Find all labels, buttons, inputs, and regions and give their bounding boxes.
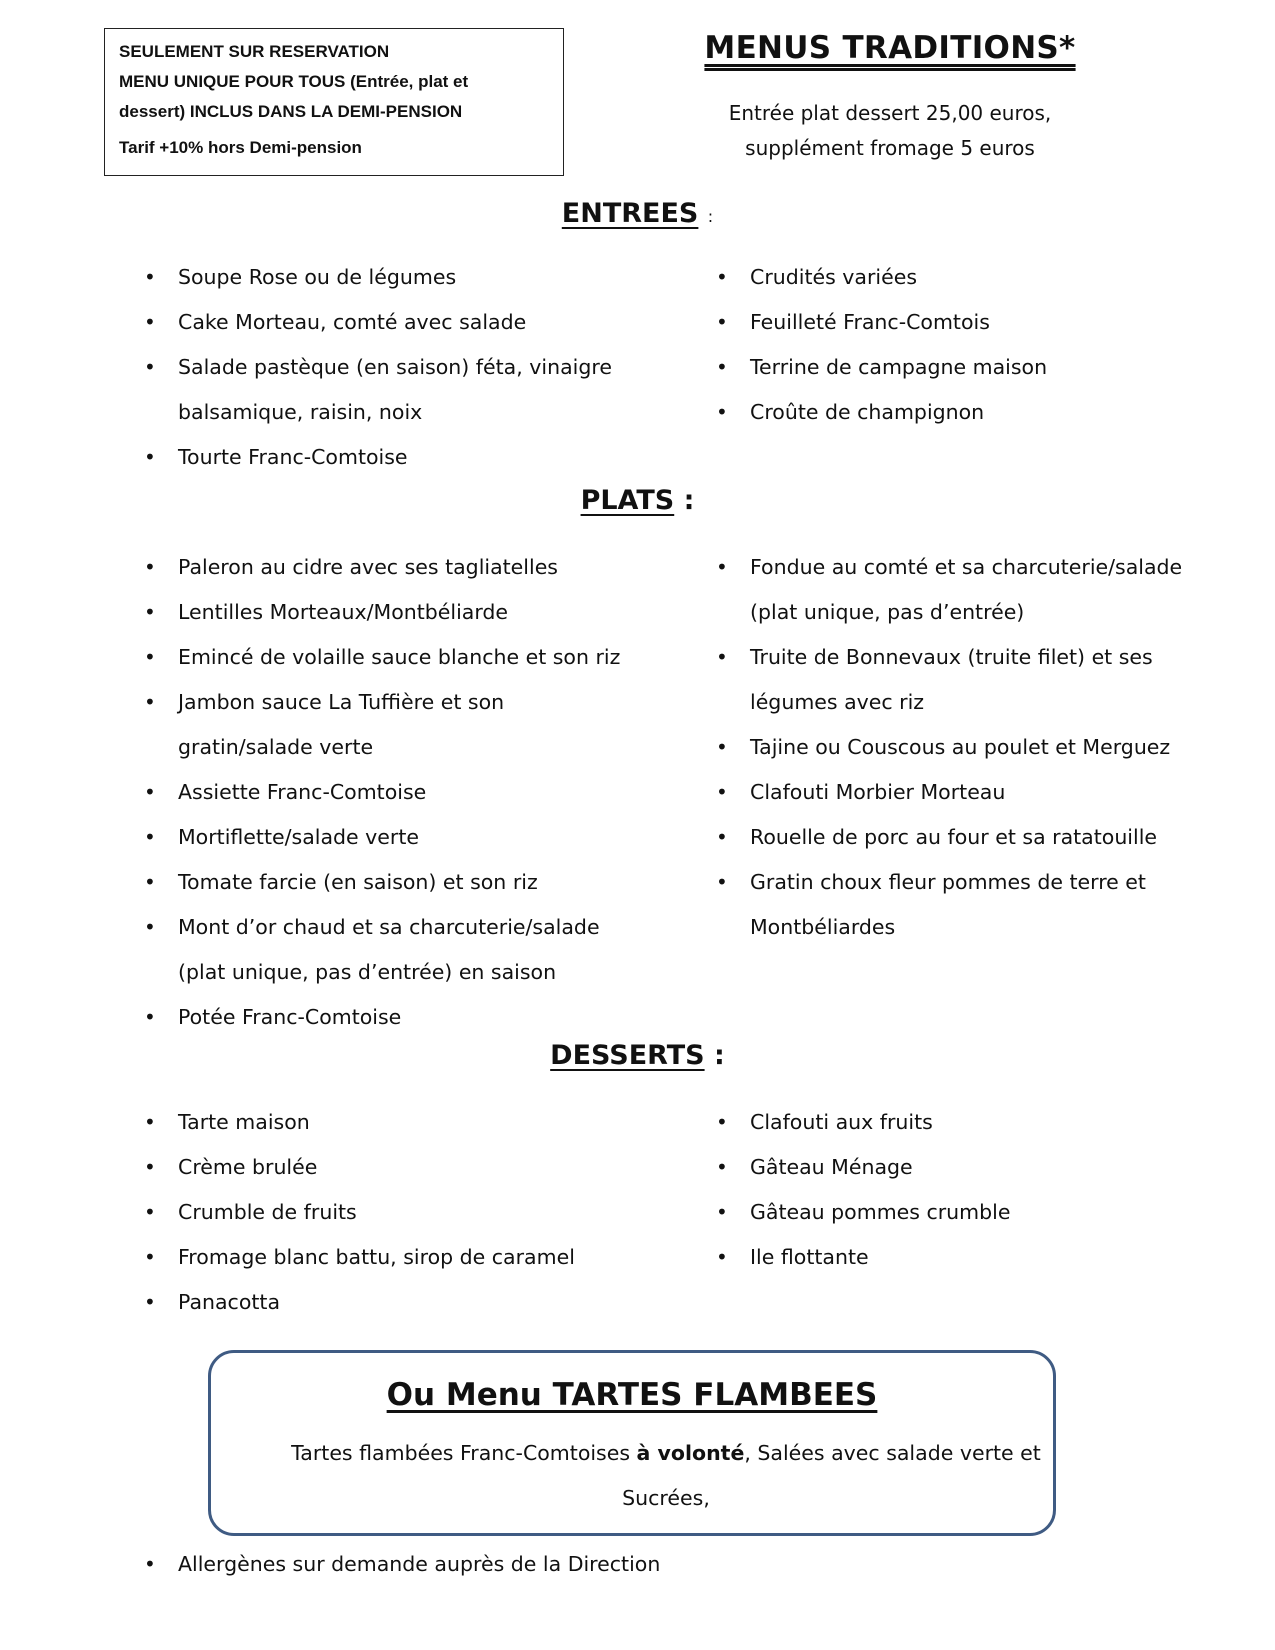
desserts-left-list (144, 1100, 614, 1325)
list-item: • Jambon sauce La Tuffière et son gratin/salade verte (144, 680, 614, 770)
list-item: • Tourte Franc-Comtoise (144, 435, 614, 480)
plats-heading (0, 485, 1275, 516)
list-item: • Mont d’or chaud et sa charcuterie/salade (plat unique, pas d’entrée) en saison (144, 905, 614, 995)
plats-heading-label: PLATS (580, 485, 675, 516)
list-item: • Tajine ou Couscous au poulet et Merguez (716, 725, 1196, 770)
footer-list (144, 1542, 660, 1587)
page-title: MENUS TRADITIONS* (704, 30, 1076, 66)
list-item: • Rouelle de porc au four et sa ratatouille (716, 815, 1196, 860)
tartes-flambees-text-2: , Salées avec salade verte et Sucrées, (622, 1441, 1041, 1510)
list-item: • Crumble de fruits (144, 1190, 614, 1235)
allergens-note: • Allergènes sur demande auprès de la Direction (144, 1542, 660, 1587)
tartes-flambees-volonte: à volonté (636, 1441, 745, 1465)
plats-heading-colon: : (683, 485, 695, 516)
reservation-line: SEULEMENT SUR RESERVATION (119, 42, 390, 61)
tartes-flambees-description (291, 1431, 1041, 1521)
list-item: • Terrine de campagne maison (716, 345, 1196, 390)
list-item: • Lentilles Morteaux/Montbéliarde (144, 590, 614, 635)
entrees-heading-label: ENTREES (561, 198, 699, 229)
demi-pension-line: dessert) INCLUS DANS LA DEMI-PENSION (119, 102, 463, 121)
list-item: • Mortiflette/salade verte (144, 815, 614, 860)
list-item: • Gratin choux fleur pommes de terre et Montbéliardes (716, 860, 1196, 950)
list-item: • Clafouti Morbier Morteau (716, 770, 1196, 815)
list-item: • Salade pastèque (en saison) féta, vinaigre balsamique, raisin, noix (144, 345, 614, 435)
entrees-right-list (716, 255, 1196, 435)
tartes-flambees-title: Ou Menu TARTES FLAMBEES (386, 1377, 878, 1413)
desserts-heading (0, 1040, 1275, 1071)
entrees-heading (0, 198, 1275, 229)
menu-unique-line: MENU UNIQUE POUR TOUS (Entrée, plat et (119, 72, 469, 91)
tarif-line: Tarif +10% hors Demi-pension (119, 138, 362, 157)
plats-left-list (144, 545, 621, 1040)
list-item: • Assiette Franc-Comtoise (144, 770, 614, 815)
list-item: • Feuilleté Franc-Comtois (716, 300, 1196, 345)
desserts-heading-label: DESSERTS (550, 1040, 705, 1071)
tartes-flambees-box (208, 1350, 1056, 1536)
list-item: • Gâteau Ménage (716, 1145, 1196, 1190)
list-item: • Potée Franc-Comtoise (144, 995, 614, 1040)
price-line-2: supplément fromage 5 euros (745, 136, 1035, 160)
price-info (590, 96, 1190, 166)
list-item: • Clafouti aux fruits (716, 1100, 1196, 1145)
list-item: • Croûte de champignon (716, 390, 1196, 435)
list-item: • Fondue au comté et sa charcuterie/salade (plat unique, pas d’entrée) (716, 545, 1196, 635)
price-line-1: Entrée plat dessert 25,00 euros, (728, 101, 1052, 125)
plats-right-list (716, 545, 1196, 950)
list-item: • Panacotta (144, 1280, 614, 1325)
list-item: • Gâteau pommes crumble (716, 1190, 1196, 1235)
list-item: • Tarte maison (144, 1100, 614, 1145)
list-item: • Crudités variées (716, 255, 1196, 300)
list-item: • Crème brulée (144, 1145, 614, 1190)
list-item: • Paleron au cidre avec ses tagliatelles (144, 545, 614, 590)
list-item: • Soupe Rose ou de légumes (144, 255, 614, 300)
entrees-heading-colon: : (707, 207, 714, 226)
tartes-flambees-text-1: Tartes flambées Franc-Comtoises (291, 1441, 637, 1465)
list-item: • Emincé de volaille sauce blanche et son riz (144, 635, 614, 680)
list-item: • Cake Morteau, comté avec salade (144, 300, 614, 345)
entrees-left-list (144, 255, 614, 480)
list-item: • Fromage blanc battu, sirop de caramel (144, 1235, 614, 1280)
reservation-info-box (104, 28, 564, 176)
desserts-heading-colon: : (714, 1040, 725, 1071)
list-item: • Tomate farcie (en saison) et son riz (144, 860, 614, 905)
list-item: • Ile flottante (716, 1235, 1196, 1280)
desserts-right-list (716, 1100, 1196, 1280)
list-item: • Truite de Bonnevaux (truite filet) et ses légumes avec riz (716, 635, 1196, 725)
